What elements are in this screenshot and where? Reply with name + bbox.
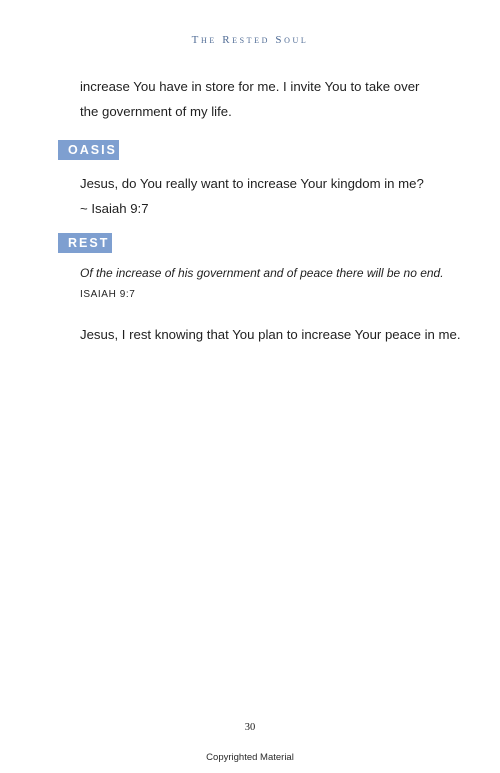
copyright-footer: Copyrighted Material	[206, 752, 294, 763]
rest-verse-reference: ISAIAH 9:7	[80, 289, 136, 300]
rest-closing-prayer: Jesus, I rest knowing that You plan to increase Your peace in me.	[80, 327, 461, 342]
continued-paragraph: increase You have in store for me. I invite You to take over the government of my life.	[80, 79, 420, 119]
rest-section-label: REST	[58, 233, 112, 253]
running-head: The Rested Soul	[191, 34, 309, 46]
oasis-reference-line: ~ Isaiah 9:7	[80, 201, 149, 216]
oasis-prayer-line: Jesus, do You really want to increase Your kingdom in me?	[80, 176, 424, 191]
rest-verse-quote: Of the increase of his government and of peace there will be no end.	[80, 266, 444, 280]
oasis-section-label: OASIS	[58, 140, 119, 160]
page-number: 30	[244, 722, 256, 733]
